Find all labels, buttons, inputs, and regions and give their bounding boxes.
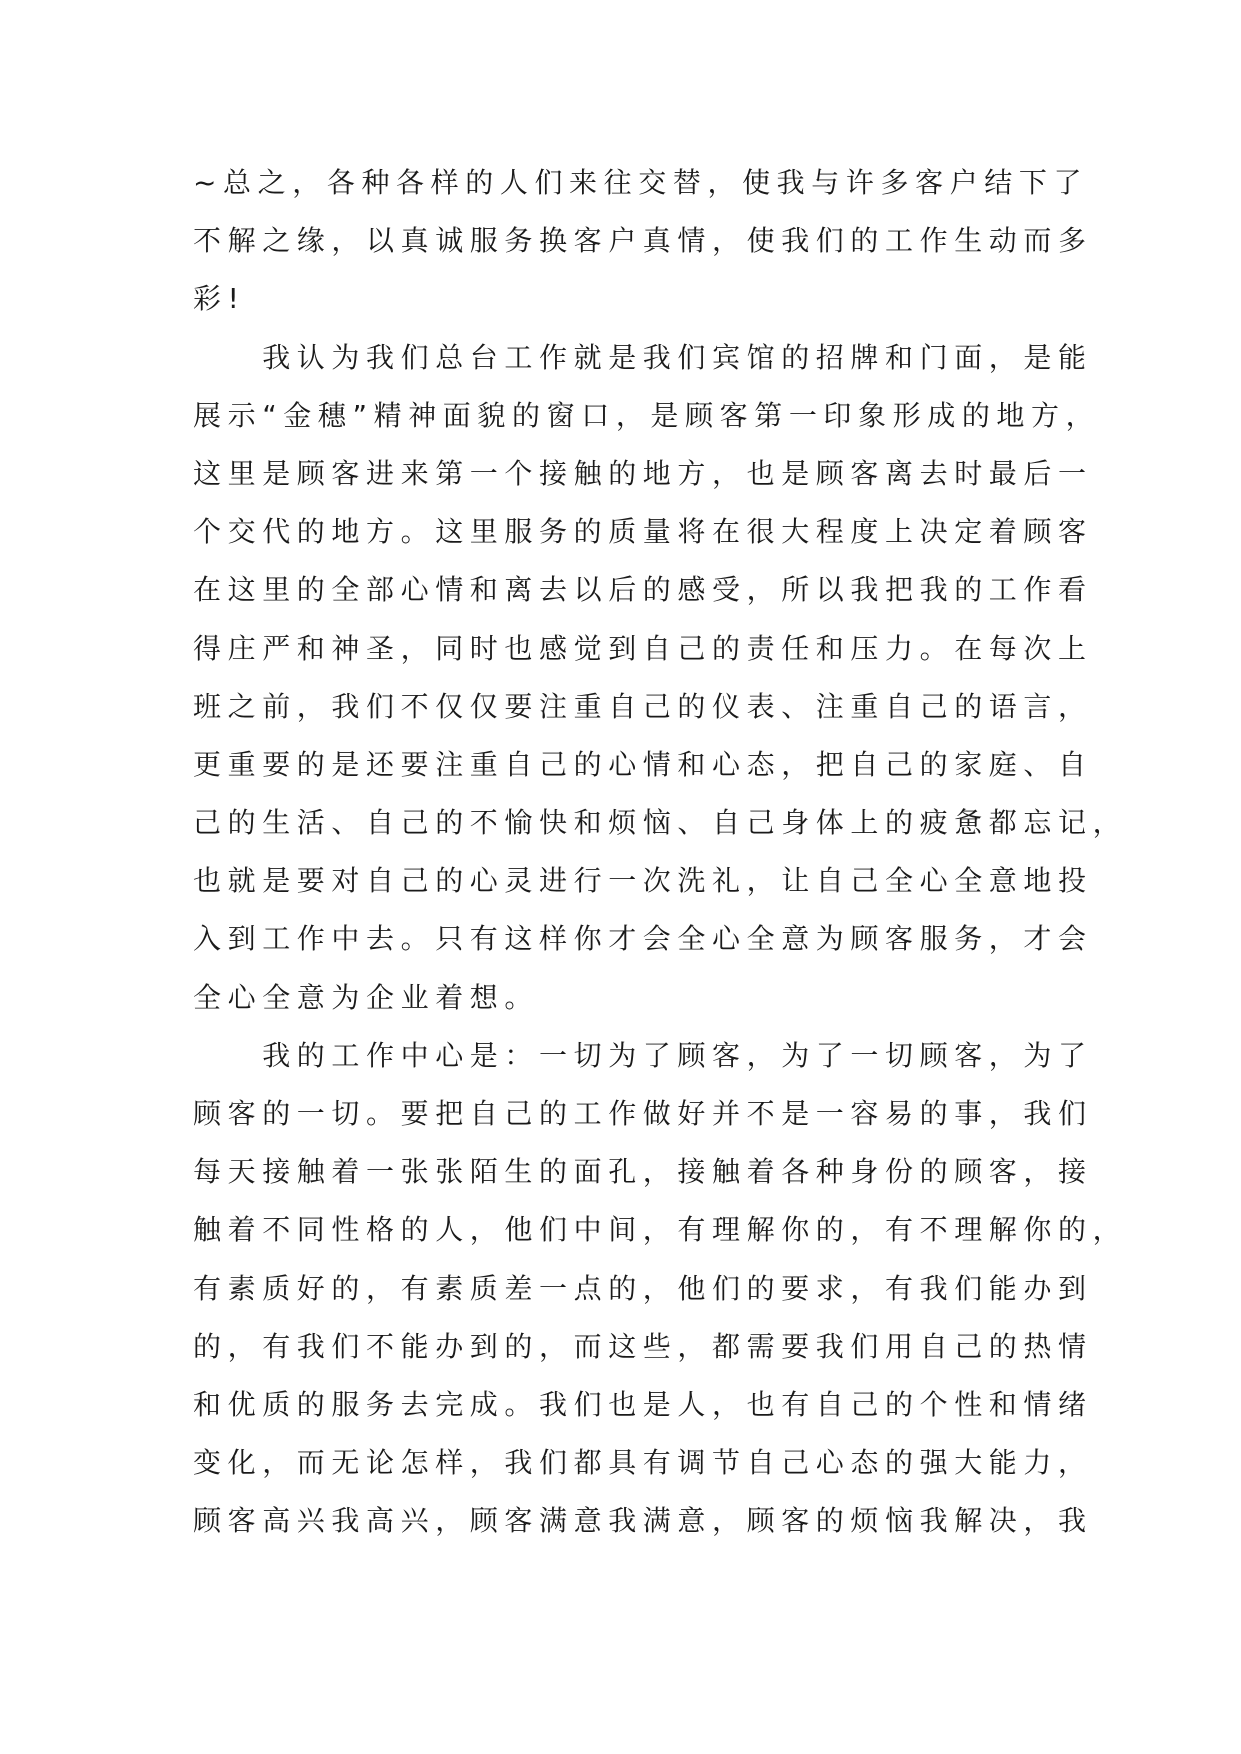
text-line: ~总之，各种各样的人们来往交替，使我与许多客户结下了: [193, 166, 1089, 199]
text-line: 得庄严和神圣，同时也感觉到自己的责任和压力。在每次上: [193, 631, 1093, 665]
text-line: 班之前，我们不仅仅要注重自己的仪表、注重自己的语言，: [193, 689, 1093, 723]
text-line: 个交代的地方。这里服务的质量将在很大程度上决定着顾客: [193, 515, 1093, 549]
text-line: 彩!: [193, 282, 246, 316]
text-line: 我的工作中心是：一切为了顾客，为了一切顾客，为了: [193, 1038, 1093, 1072]
text-line: 有素质好的，有素质差一点的，他们的要求，有我们能办到: [193, 1271, 1093, 1305]
text-line: 己的生活、自己的不愉快和烦恼、自己身体上的疲惫都忘记，: [193, 806, 1128, 840]
text-line: 我认为我们总台工作就是我们宾馆的招牌和门面，是能: [193, 340, 1093, 374]
text-line: 在这里的全部心情和离去以后的感受，所以我把我的工作看: [193, 573, 1093, 607]
text-line: 入到工作中去。只有这样你才会全心全意为顾客服务，才会: [193, 922, 1093, 956]
text-line: 展示“金穗”精神面貌的窗口，是顾客第一印象形成的地方，: [193, 398, 1101, 432]
text-line: 顾客的一切。要把自己的工作做好并不是一容易的事，我们: [193, 1097, 1093, 1130]
document-body: [193, 154, 1128, 1551]
text-line: 的，有我们不能办到的，而这些，都需要我们用自己的热情: [193, 1329, 1093, 1363]
text-line: 每天接触着一张张陌生的面孔，接触着各种身份的顾客，接: [193, 1155, 1093, 1189]
text-line: 触着不同性格的人，他们中间，有理解你的，有不理解你的，: [193, 1213, 1128, 1247]
text-line: 更重要的是还要注重自己的心情和心态，把自己的家庭、自: [193, 747, 1093, 781]
text-line: 不解之缘，以真诚服务换客户真情，使我们的工作生动而多: [193, 224, 1093, 258]
text-line: 和优质的服务去完成。我们也是人，也有自己的个性和情绪: [193, 1387, 1093, 1421]
text-line: 这里是顾客进来第一个接触的地方，也是顾客离去时最后一: [193, 456, 1093, 490]
text-line: 顾客高兴我高兴，顾客满意我满意，顾客的烦恼我解决，我: [193, 1504, 1093, 1538]
text-line: 全心全意为企业着想。: [193, 980, 540, 1014]
text-line: 也就是要对自己的心灵进行一次洗礼，让自己全心全意地投: [193, 864, 1093, 898]
text-line: 变化，而无论怎样，我们都具有调节自己心态的强大能力，: [193, 1446, 1093, 1480]
